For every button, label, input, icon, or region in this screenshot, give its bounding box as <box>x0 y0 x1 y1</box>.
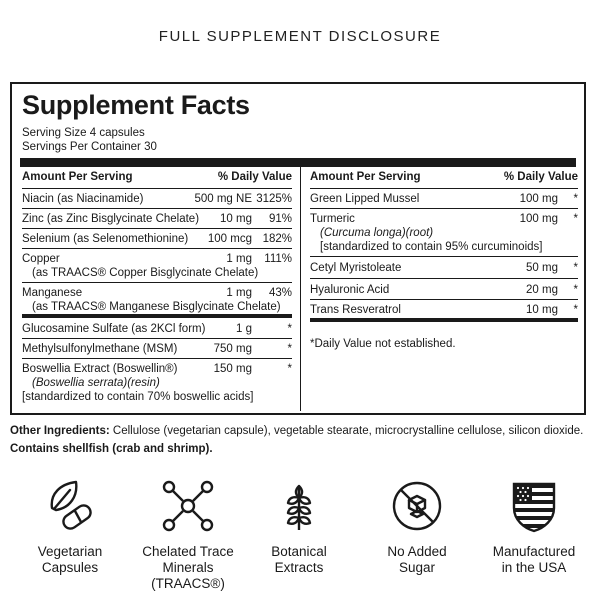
facts-title: Supplement Facts <box>22 90 250 120</box>
other-ingredients-label: Other Ingredients: <box>10 425 110 437</box>
nutrient-dv: 91% <box>268 213 292 225</box>
nutrient-amount: 500 mg NE <box>194 193 252 205</box>
badge-label-line: Minerals (TRAACS®) <box>151 560 225 591</box>
badge-label-line: Sugar <box>398 560 436 575</box>
nutrient-row <box>22 229 292 249</box>
nutrient-row <box>22 283 292 318</box>
nutrient-amount: 150 mg <box>213 363 252 375</box>
right-column-header <box>310 170 578 189</box>
nutrient-amount: 10 mg <box>526 304 558 316</box>
nutrient-standardization: [standardized to contain 70% boswellic acids] <box>22 391 254 403</box>
badge-label-line: Extracts <box>274 560 324 575</box>
badge-label <box>357 544 477 576</box>
nutrient-standardization: [standardized to contain 95% curcuminoids] <box>320 241 543 253</box>
nutrient-row <box>22 339 292 359</box>
nutrient-amount: 1 mg <box>226 287 252 299</box>
nutrient-row <box>310 300 578 322</box>
nutrient-row <box>22 318 292 339</box>
badge-no-added-sugar <box>357 478 477 576</box>
nutrient-name: Hyaluronic Acid <box>310 284 390 296</box>
nutrient-form: (as TRAACS® Copper Bisglycinate Chelate) <box>32 267 259 279</box>
amount-header: Amount Per Serving <box>310 171 421 183</box>
page-title: FULL SUPPLEMENT DISCLOSURE <box>158 28 442 45</box>
nutrient-source: (Boswellia serrata)(resin) <box>32 377 160 389</box>
nutrient-dv: 43% <box>268 287 292 299</box>
servings-per-container: Servings Per Container 30 <box>22 141 157 153</box>
feature-badges <box>0 478 600 598</box>
nutrient-name: Selenium (as Selenomethionine) <box>22 233 189 245</box>
nutrient-amount: 100 mcg <box>207 233 252 245</box>
nutrient-name: Trans Resveratrol <box>310 304 401 316</box>
nutrient-dv: 111% <box>264 253 292 265</box>
nutrient-name: Copper <box>22 253 60 265</box>
nutrient-dv: * <box>573 213 578 225</box>
nutrient-name: Methylsulfonylmethane (MSM) <box>22 343 178 355</box>
nutrient-form: (as TRAACS® Manganese Bisglycinate Chelate) <box>32 301 281 313</box>
nutrient-amount: 750 mg <box>213 343 252 355</box>
nutrient-amount: 100 mg <box>519 213 558 225</box>
allergen-warning: Contains shellfish (crab and shrimp). <box>10 443 213 455</box>
nutrient-dv: * <box>287 343 292 355</box>
badge-label-line: Vegetarian <box>37 544 103 559</box>
thick-divider <box>20 158 576 167</box>
badge-label <box>10 544 130 576</box>
dv-header: % Daily Value <box>503 171 578 183</box>
serving-size: Serving Size 4 capsules <box>22 127 145 139</box>
badge-label-line: Chelated Trace <box>142 544 234 559</box>
nutrient-row <box>310 189 578 209</box>
badge-label-line: Botanical <box>271 544 327 559</box>
amount-header: Amount Per Serving <box>22 171 133 183</box>
supplement-facts-panel <box>10 82 586 415</box>
nutrient-amount: 1 mg <box>226 253 252 265</box>
badge-label-line: in the USA <box>501 560 567 575</box>
badge-label <box>128 544 248 592</box>
other-ingredients <box>10 425 590 437</box>
dv-header: % Daily Value <box>217 171 292 183</box>
badge-label-line: Capsules <box>41 560 99 575</box>
no-sugar-icon <box>389 478 445 534</box>
nutrient-name: Boswellia Extract (Boswellin®) <box>22 363 178 375</box>
nutrient-row <box>310 279 578 300</box>
badge-label-line: No Added <box>387 544 447 559</box>
nutrient-dv: * <box>287 363 292 375</box>
nutrient-row <box>22 249 292 283</box>
nutrient-name: Manganese <box>22 287 83 299</box>
nutrient-dv: * <box>573 262 578 274</box>
column-divider <box>300 158 301 411</box>
nutrient-name: Cetyl Myristoleate <box>310 262 402 274</box>
facts-left-column <box>22 170 292 405</box>
nutrient-name: Glucosamine Sulfate (as 2KCl form) <box>22 323 206 335</box>
badge-label-line: Manufactured <box>492 544 576 559</box>
facts-right-column <box>310 170 578 350</box>
nutrient-dv: * <box>573 284 578 296</box>
nutrient-dv: * <box>573 304 578 316</box>
nutrient-amount: 20 mg <box>526 284 558 296</box>
badge-chelated-minerals <box>128 478 248 592</box>
nutrient-name: Zinc (as Zinc Bisglycinate Chelate) <box>22 213 200 225</box>
nutrient-source: (Curcuma longa)(root) <box>320 227 434 239</box>
nutrient-row <box>310 209 578 257</box>
nutrient-row <box>22 209 292 229</box>
nutrient-name: Niacin (as Niacinamide) <box>22 193 144 205</box>
badge-vegetarian-capsules <box>10 478 130 576</box>
nutrient-name: Green Lipped Mussel <box>310 193 420 205</box>
molecule-icon <box>160 478 216 534</box>
nutrient-row <box>22 189 292 209</box>
nutrient-amount: 100 mg <box>519 193 558 205</box>
nutrient-row <box>310 257 578 279</box>
daily-value-footnote: *Daily Value not established. <box>310 338 456 350</box>
badge-label <box>474 544 594 576</box>
left-column-header <box>22 170 292 189</box>
nutrient-dv: * <box>573 193 578 205</box>
wheat-icon <box>271 478 327 534</box>
nutrient-row <box>22 359 292 405</box>
nutrient-amount: 1 g <box>236 323 252 335</box>
nutrient-dv: 3125% <box>256 193 292 205</box>
badge-made-in-usa <box>474 478 594 576</box>
nutrient-dv: 182% <box>262 233 292 245</box>
nutrient-amount: 50 mg <box>526 262 558 274</box>
leaf-capsule-icon <box>42 478 98 534</box>
other-ingredients-text: Cellulose (vegetarian capsule), vegetable stearate, microcrystalline cellulose, silicon dioxide. <box>109 425 584 437</box>
nutrient-dv: * <box>287 323 292 335</box>
nutrient-name: Turmeric <box>310 213 355 225</box>
badge-label <box>239 544 359 576</box>
nutrient-amount: 10 mg <box>220 213 252 225</box>
usa-shield-icon <box>506 478 562 534</box>
badge-botanical-extracts <box>239 478 359 576</box>
